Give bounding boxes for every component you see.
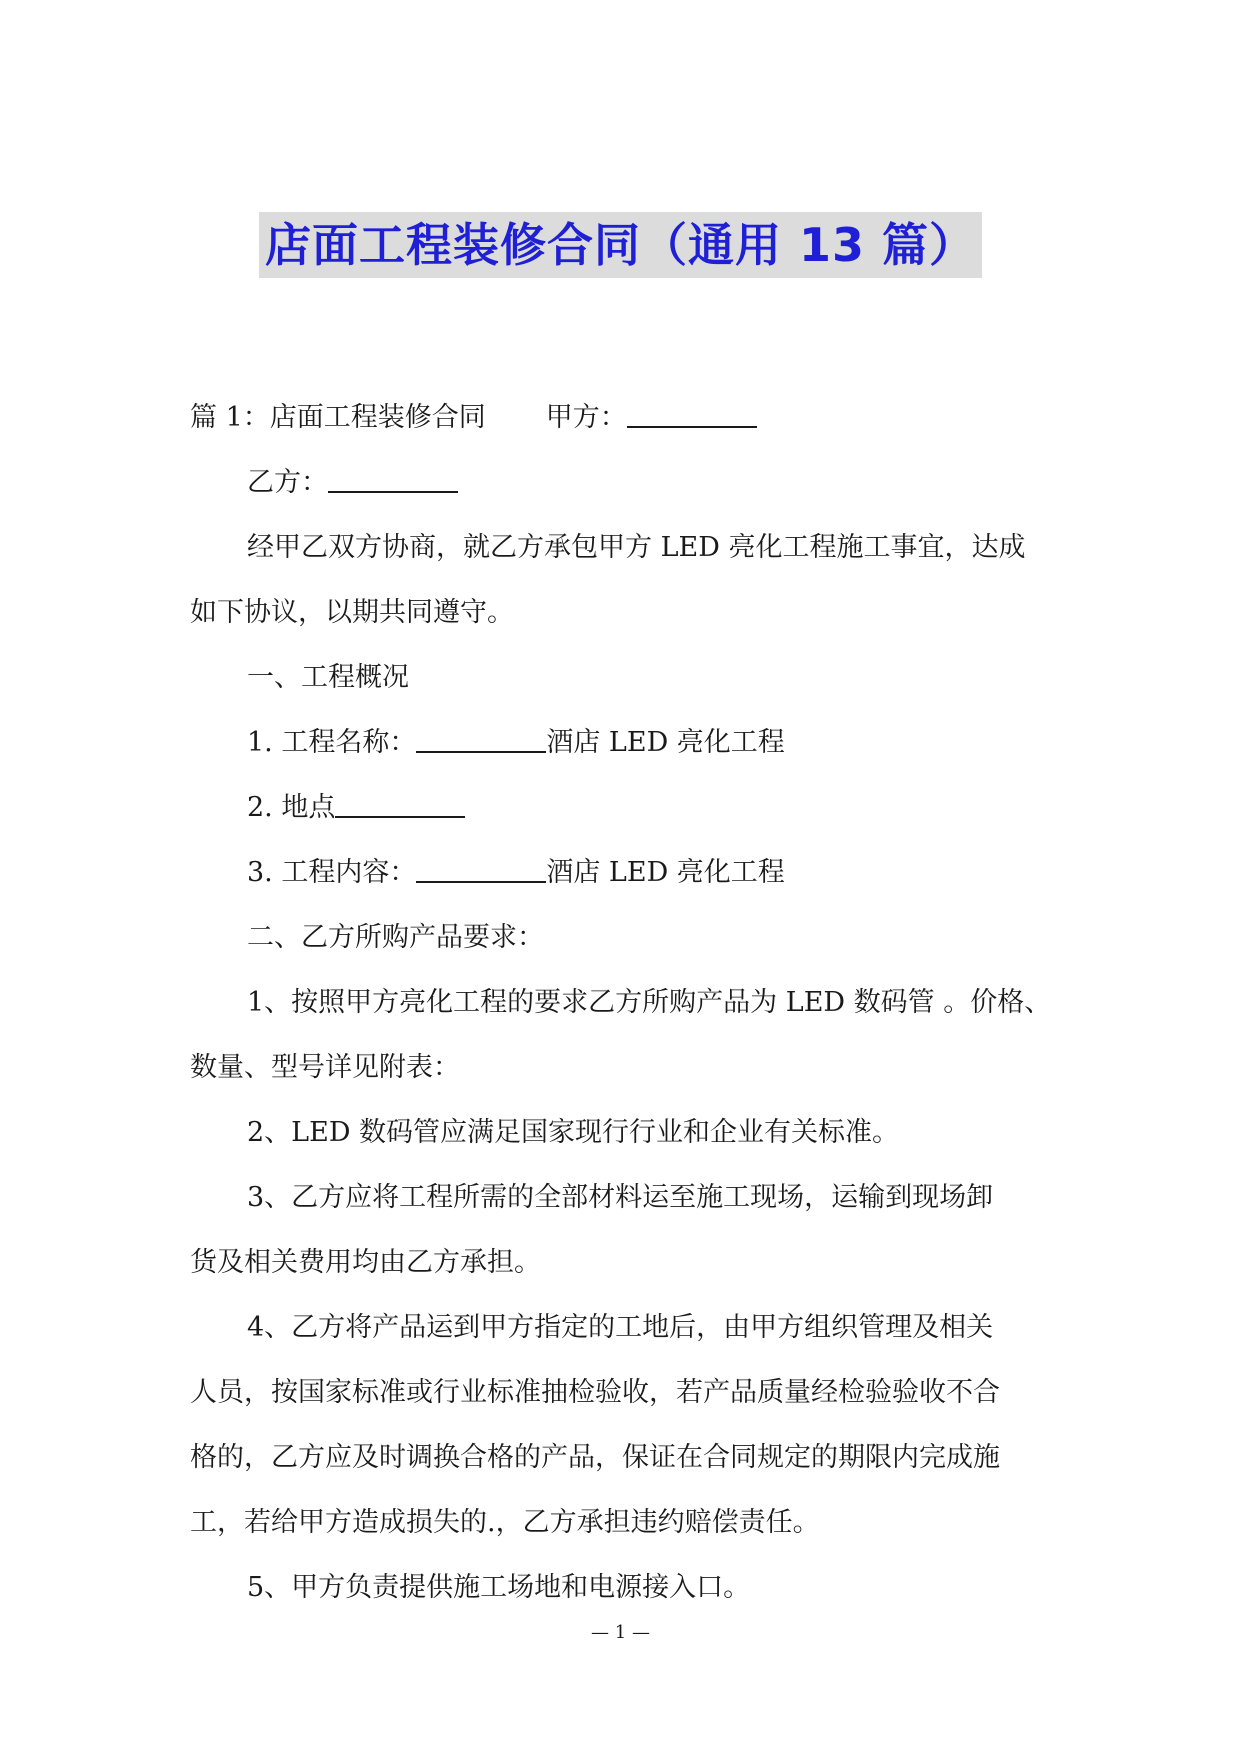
item-3-blank — [416, 857, 546, 883]
section2-heading: 二、乙方所购产品要求： — [247, 922, 544, 953]
party-b-label: 乙方： — [247, 467, 328, 498]
section2-p4-line-4: 工，若给甲方造成损失的.，乙方承担违约赔偿责任。 — [190, 1507, 820, 1538]
section2-p4-line-1: 4、乙方将产品运到甲方指定的工地后，由甲方组织管理及相关 — [247, 1312, 994, 1343]
section1-item-2 — [190, 775, 1070, 840]
item-2-prefix: 2. 地点 — [247, 792, 336, 823]
document-body — [190, 385, 1070, 1620]
section2-p3-line-2: 货及相关费用均由乙方承担。 — [190, 1247, 541, 1278]
item-1-blank — [416, 727, 546, 753]
header-line — [190, 385, 1070, 450]
party-b-line — [190, 450, 1070, 515]
section2-p2-line-1: 2、LED 数码管应满足国家现行行业和企业有关标准。 — [247, 1117, 900, 1148]
party-b-blank — [328, 467, 458, 493]
section2-p1-line-1: 1、按照甲方亮化工程的要求乙方所购产品为 LED 数码管 。价格、 — [247, 987, 1052, 1018]
party-a-label: 甲方： — [545, 402, 627, 433]
intro-line-2: 如下协议，以期共同遵守。 — [190, 597, 514, 628]
item-1-suffix: 酒店 LED 亮化工程 — [546, 727, 785, 758]
section2-p3-line-1: 3、乙方应将工程所需的全部材料运至施工现场，运输到现场卸 — [247, 1182, 994, 1213]
section1-item-1 — [190, 710, 1070, 775]
page-number: — 1 — — [591, 1622, 650, 1643]
part-label: 篇 1：店面工程装修合同 — [190, 402, 486, 433]
item-3-suffix: 酒店 LED 亮化工程 — [546, 857, 785, 888]
item-3-prefix: 3. 工程内容： — [247, 857, 417, 888]
section1-heading: 一、工程概况 — [247, 662, 409, 693]
title-container — [0, 212, 1241, 278]
section2-p5-line-1: 5、甲方负责提供施工场地和电源接入口。 — [247, 1572, 751, 1603]
item-1-prefix: 1. 工程名称： — [247, 727, 417, 758]
intro-line-1: 经甲乙双方协商，就乙方承包甲方 LED 亮化工程施工事宜，达成 — [247, 532, 1026, 563]
party-a-blank — [627, 402, 757, 428]
item-2-blank — [335, 792, 465, 818]
section1-item-3 — [190, 840, 1070, 905]
section2-p4-line-2: 人员，按国家标准或行业标准抽检验收，若产品质量经检验验收不合 — [190, 1377, 1000, 1408]
section2-p4-line-3: 格的，乙方应及时调换合格的产品，保证在合同规定的期限内完成施 — [190, 1442, 1000, 1473]
document-title: 店面工程装修合同（通用 13 篇） — [259, 212, 982, 278]
section2-p1-line-2: 数量、型号详见附表： — [190, 1052, 460, 1083]
